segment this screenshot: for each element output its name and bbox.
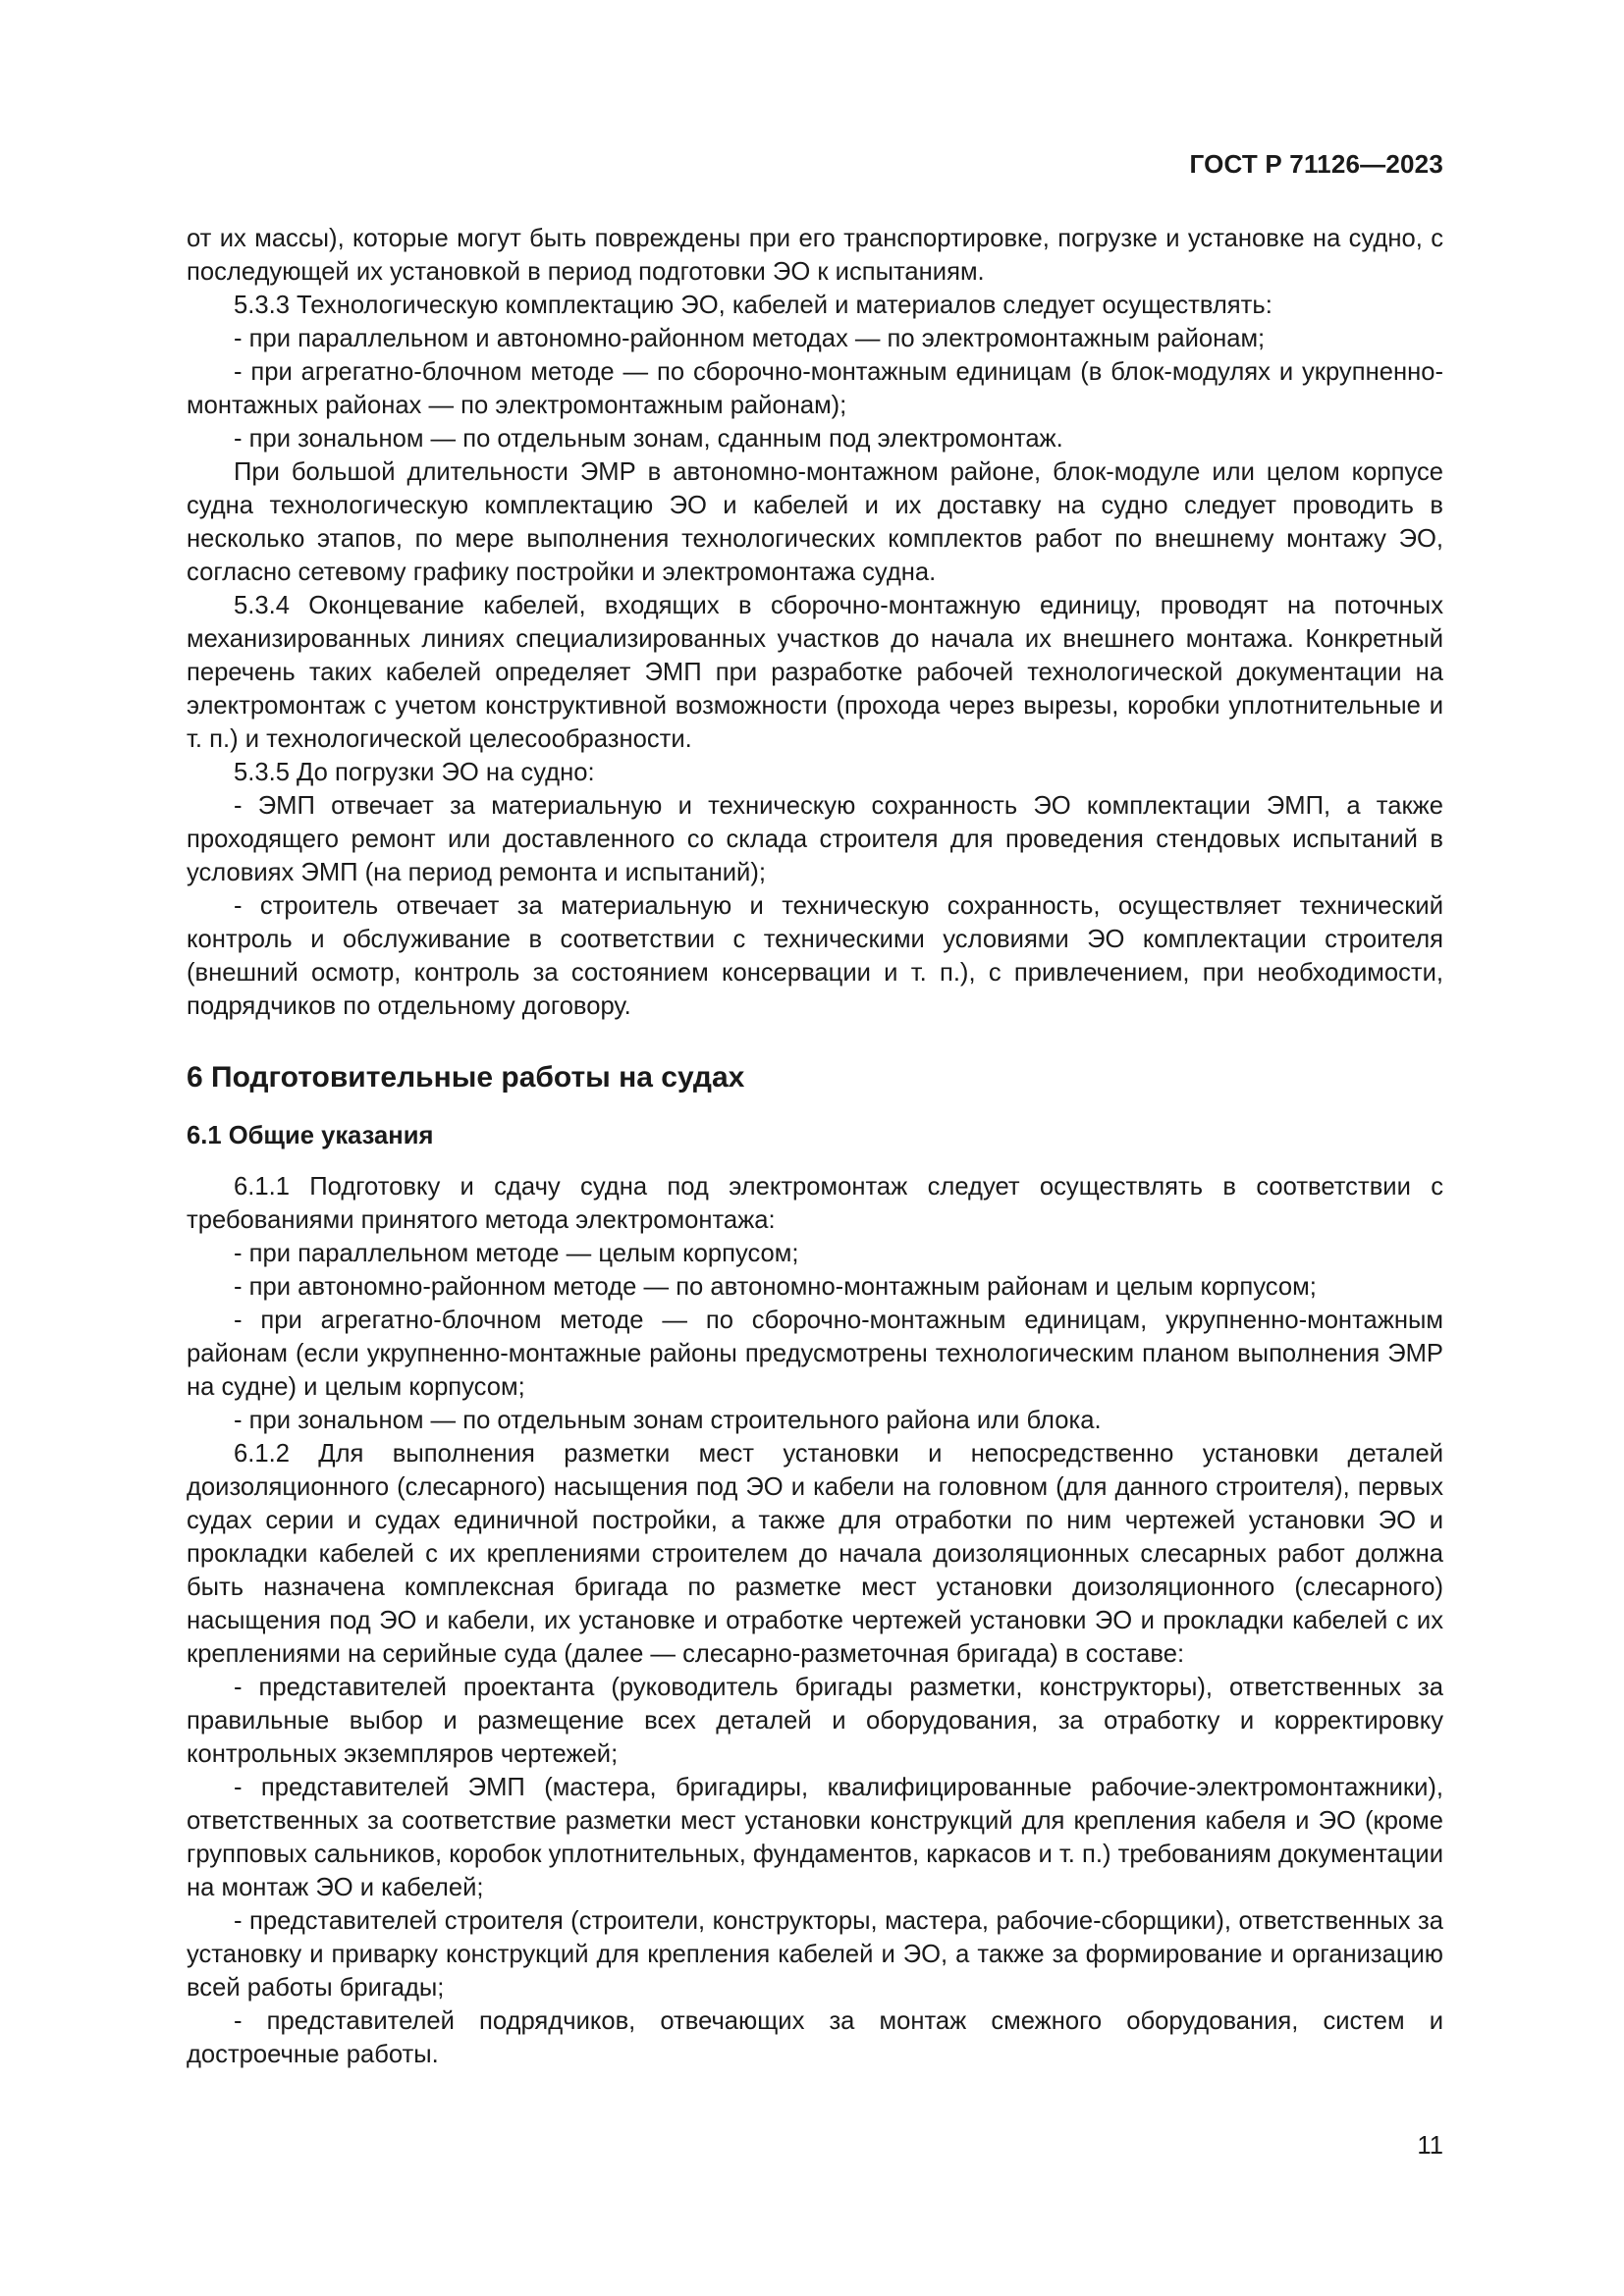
- paragraph: - представителей строителя (строители, конструкторы, мастера, рабочие-сборщики), ответственных за установку и приварку конструкций для крепления кабелей и ЭО, а также за формирование и организацию всей работы бригады;: [187, 1907, 1443, 2002]
- document-body: [187, 222, 1443, 2071]
- paragraph: 6.1.2 Для выполнения разметки мест установки и непосредственно установки деталей доизоляционного (слесарного) насыщения под ЭО и кабели на головном (для данного строителя), первых судах серии и судах единичной постройки, а также для отработки по ним чертежей установки ЭО и прокладки кабелей с их креплениями строителем до начала доизоляционных слесарных работ должна быть назначена комплексная бригада по разметке мест установки доизоляционного (слесарного) насыщения под ЭО и кабели, их установке и отработке чертежей установки ЭО и прокладки кабелей с их креплениями на серийные суда (далее — слесарно-разметочная бригада) в составе:: [187, 1440, 1443, 1668]
- paragraph: - при автономно-районном методе — по автономно-монтажным районам и целым корпусом;: [234, 1273, 1317, 1301]
- paragraph: - при параллельном и автономно-районном методах — по электромонтажным районам;: [234, 325, 1266, 352]
- paragraph: - строитель отвечает за материальную и техническую сохранность, осуществляет технический контроль и обслуживание в соответствии с техническими условиями ЭО комплектации строителя (внешний осмотр, контроль за состоянием консервации и т. п.), с привлечением, при необходимости, подрядчиков по отдельному договору.: [187, 892, 1443, 1020]
- document-header: ГОСТ Р 71126—2023: [1189, 149, 1443, 179]
- paragraph: - ЭМП отвечает за материальную и техническую сохранность ЭО комплектации ЭМП, а также проходящего ремонт или доставленного со склада строителя для проведения стендовых испытаний в условиях ЭМП (на период ремонта и испытаний);: [187, 792, 1443, 886]
- subsection-6-1-heading: 6.1 Общие указания: [187, 1122, 434, 1149]
- paragraph: При большой длительности ЭМР в автономно-монтажном районе, блок-модуле или целом корпусе судна технологическую комплектацию ЭО и кабелей и их доставку на судно следует проводить в несколько этапов, по мере выполнения технологических комплектов работ по внешнему монтажу ЭО, согласно сетевому графику постройки и электромонтажа судна.: [187, 458, 1443, 586]
- paragraph: 5.3.4 Оконцевание кабелей, входящих в сборочно-монтажную единицу, проводят на поточных механизированных линиях специализированных участков до начала их внешнего монтажа. Конкретный перечень таких кабелей определяет ЭМП при разработке рабочей технологической документации на электромонтаж с учетом конструктивной возможности (прохода через вырезы, коробки уплотнительные и т. п.) и технологической целесообразности.: [187, 592, 1443, 753]
- document-page: [187, 0, 1443, 2296]
- paragraph: - представителей подрядчиков, отвечающих за монтаж смежного оборудования, систем и достроечные работы.: [187, 2007, 1443, 2068]
- paragraph: 5.3.3 Технологическую комплектацию ЭО, кабелей и материалов следует осуществлять:: [234, 292, 1272, 319]
- paragraph: - при зональном — по отдельным зонам строительного района или блока.: [234, 1407, 1102, 1434]
- paragraph: - при зональном — по отдельным зонам, сданным под электромонтаж.: [234, 425, 1063, 453]
- paragraph: - при агрегатно-блочном методе — по сборочно-монтажным единицам, укрупненно-монтажным районам (если укрупненно-монтажные районы предусмотрены технологическим планом выполнения ЭМР на судне) и целым корпусом;: [187, 1307, 1443, 1401]
- paragraph: - при агрегатно-блочном методе — по сборочно-монтажным единицам (в блок-модулях и укрупненно-монтажных районах — по электромонтажным районам);: [187, 358, 1443, 419]
- section-5-3-text: [187, 222, 1443, 1023]
- paragraph: - представителей ЭМП (мастера, бригадиры, квалифицированные рабочие-электромонтажники), ответственных за соответствие разметки мест установки конструкций для крепления кабеля и ЭО (кроме групповых сальников, коробок уплотнительных, фундаментов, каркасов и т. п.) требованиям документации на монтаж ЭО и кабелей;: [187, 1774, 1443, 1901]
- paragraph: от их массы), которые могут быть повреждены при его транспортировке, погрузке и установке на судно, с последующей их установкой в период подготовки ЭО к испытаниям.: [187, 225, 1443, 286]
- paragraph: - представителей проектанта (руководитель бригады разметки, конструкторы), ответственных за правильные выбор и размещение всех деталей и оборудования, за отработку и корректировку контрольных экземпляров чертежей;: [187, 1674, 1443, 1768]
- section-6-1-text: [187, 1170, 1443, 2071]
- page-number: 11: [1417, 2132, 1443, 2160]
- paragraph: 6.1.1 Подготовку и сдачу судна под электромонтаж следует осуществлять в соответствии с требованиями принятого метода электромонтажа:: [187, 1173, 1443, 1234]
- section-6-heading: 6 Подготовительные работы на судах: [187, 1061, 745, 1094]
- paragraph: 5.3.5 До погрузки ЭО на судно:: [234, 759, 595, 786]
- paragraph: - при параллельном методе — целым корпусом;: [234, 1240, 799, 1267]
